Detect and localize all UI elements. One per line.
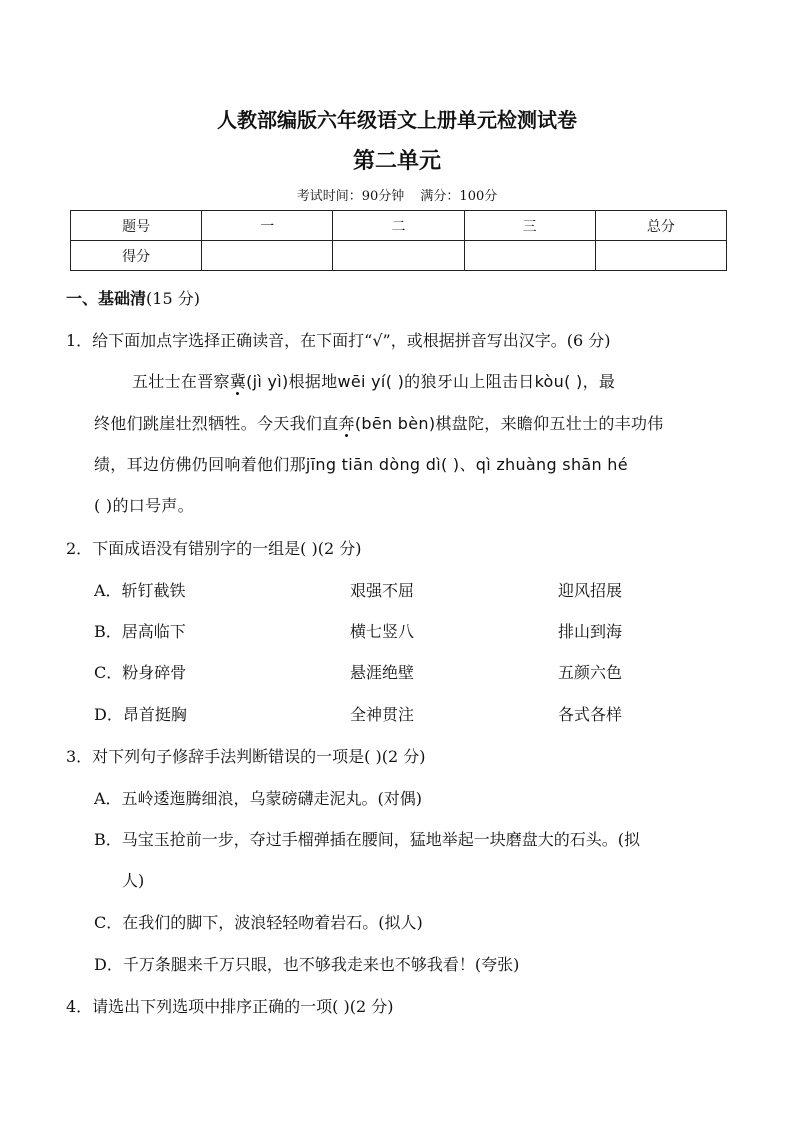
dotted-char: 奔 xyxy=(338,414,355,433)
score-table-header-row xyxy=(71,211,727,241)
score-header-cell: 三 xyxy=(464,211,595,241)
pinyin: wēi yí xyxy=(337,372,386,391)
score-row-label: 得分 xyxy=(71,241,202,271)
section-heading xyxy=(66,286,200,309)
question-1-line-3: 绩，耳边仿佛仍回响着他们那jīng tiān dòng dì( )、qì zhuàng shān hé xyxy=(94,455,628,474)
dotted-char: 冀 xyxy=(229,372,247,391)
exam-page: 人教部编版六年级语文上册单元检测试卷 第二单元 考试时间：90分钟 满分：100分 题号 一 二 三 总分 得分 一、基础清(15 分) 1．给下面加点字选择正确读音，在下面打“√”，或根据拼音写出汉字。(6 分) 五壮士在晋察冀(jì yì)根据地wēi yí( )的狼牙山上阻击日kòu( )，最 终他们跳崖壮烈牺牲。今天我们直奔(bēn bèn)棋盘陀，来瞻仰五壮士的丰功伟 绩，耳边仿佛仍回响着他们那jīng tiān dòng dì( )、qì zhuàng shān hé ( )的口号声。 2．下面成语没有错别字的一组是( )(2 分) A．斩钉截铁 艰强不屈 迎风招展 B．居高临下 横七竖八 排山到海 C．粉身碎骨 悬涯绝壁 五颜六色 D．昂首挺胸 全神贯注 各式各样 3．对下列句子修辞手法判断错误的一项是( )(2 分) A．五岭逶迤腾细浪，乌蒙磅礴走泥丸。(对偶) B．马宝玉抢前一步，夺过手榴弹插在腰间，猛地举起一块磨盘大的石头。(拟 人) C．在我们的脚下，波浪轻轻吻着岩石。(拟人) D．千万条腿来千万只眼，也不够我走来也不够我看！(夸张) 4．请选出下列选项中排序正确的一项( )(2 分) xyxy=(0,0,794,1123)
question-1-line-2: 终他们跳崖壮烈牺牲。今天我们直奔(bēn bèn)棋盘陀，来瞻仰五壮士的丰功伟 xyxy=(94,414,664,433)
answer-blank[interactable]: ( )、 xyxy=(440,455,476,474)
exam-time: 考试时间：90分钟 xyxy=(296,189,405,204)
question-4-stem: 4．请选出下列选项中排序正确的一项( )(2 分) xyxy=(66,997,394,1016)
score-header-cell: 总分 xyxy=(595,211,726,241)
exam-full-score: 满分：100分 xyxy=(420,189,498,204)
exam-title: 人教部编版六年级语文上册单元检测试卷 xyxy=(217,108,577,132)
score-cell[interactable] xyxy=(202,241,333,271)
question-3-option-d[interactable]: D．千万条腿来千万只眼，也不够我走来也不够我看！(夸张) xyxy=(94,955,520,974)
question-3-option-b[interactable]: B．马宝玉抢前一步，夺过手榴弹插在腰间，猛地举起一块磨盘大的石头。(拟 xyxy=(94,830,641,849)
unit-title: 第二单元 xyxy=(352,149,441,174)
section-title: 一、基础清 xyxy=(66,289,147,308)
score-cell[interactable] xyxy=(595,241,726,271)
exam-meta xyxy=(0,185,794,204)
question-2-stem: 2．下面成语没有错别字的一组是( )(2 分) xyxy=(66,539,362,558)
answer-blank[interactable]: ( )，最 xyxy=(564,372,616,391)
question-3-option-c[interactable]: C．在我们的脚下，波浪轻轻吻着岩石。(拟人) xyxy=(94,913,423,932)
score-header-cell: 题号 xyxy=(71,211,202,241)
answer-blank[interactable]: ( )的狼牙山上阻击日 xyxy=(385,372,535,391)
question-3-option-a[interactable]: A．五岭逶迤腾细浪，乌蒙磅礴走泥丸。(对偶) xyxy=(94,789,423,808)
score-table-score-row xyxy=(71,241,727,271)
score-header-cell: 二 xyxy=(333,211,464,241)
section-points: (15 分) xyxy=(146,289,200,308)
score-cell[interactable] xyxy=(333,241,464,271)
question-1-stem: 1．给下面加点字选择正确读音，在下面打“√”，或根据拼音写出汉字。(6 分) xyxy=(66,331,611,350)
question-3-option-b-cont: 人) xyxy=(122,871,145,890)
pinyin: qì zhuàng shān hé xyxy=(475,455,628,474)
score-cell[interactable] xyxy=(464,241,595,271)
question-3-stem: 3．对下列句子修辞手法判断错误的一项是( )(2 分) xyxy=(66,747,426,766)
question-1-line-4[interactable]: ( )的口号声。 xyxy=(94,496,194,515)
score-header-cell: 一 xyxy=(202,211,333,241)
pinyin: jīng tiān dòng dì xyxy=(305,455,441,474)
pinyin: kòu xyxy=(534,372,565,391)
score-table xyxy=(70,210,727,271)
question-1-line-1: 五壮士在晋察冀(jì yì)根据地wēi yí( )的狼牙山上阻击日kòu( )，最 xyxy=(132,372,616,391)
